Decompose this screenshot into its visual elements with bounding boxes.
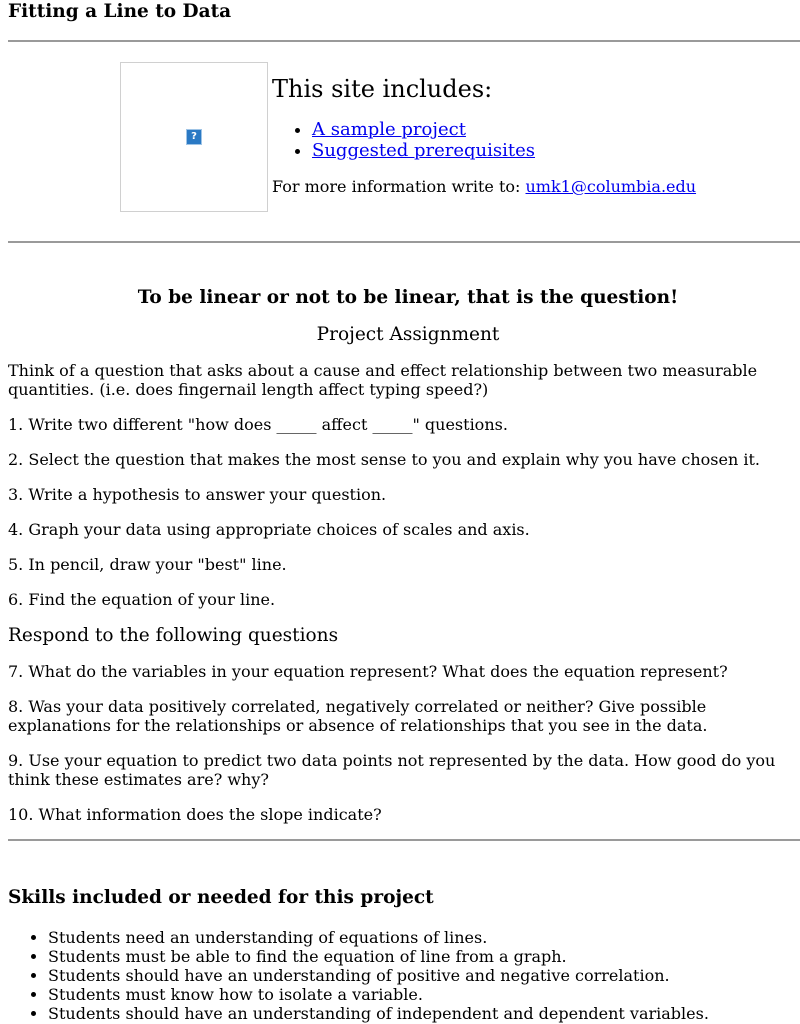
skills-list xyxy=(8,928,709,1023)
list-item: • Students must be able to find the equation of line from a graph. xyxy=(48,947,709,966)
step-item: 1. Write two different "how does _____ affect _____" questions. xyxy=(8,415,508,434)
question-item: 10. What information does the slope indicate? xyxy=(8,805,382,824)
broken-image-icon: ? xyxy=(186,129,202,145)
list-item xyxy=(312,119,535,140)
email-link[interactable]: umk1@columbia.edu xyxy=(525,177,697,196)
project-subtitle: Project Assignment xyxy=(316,324,500,345)
step-item: 4. Graph your data using appropriate choices of scales and axis. xyxy=(8,520,530,539)
question-item: 9. Use your equation to predict two data points not represented by the data. How good do you think these estimates are? why? xyxy=(8,751,776,789)
step-item: 3. Write a hypothesis to answer your question. xyxy=(8,485,387,504)
step-item: 5. In pencil, draw your "best" line. xyxy=(8,555,287,574)
contact-prefix: For more information write to: xyxy=(272,177,526,196)
question-item: 8. Was your data positively correlated, negatively correlated or neither? Give possible explanations for the relationships or absence of relationships that you see in the data. xyxy=(8,697,708,735)
skills-heading: Skills included or needed for this project xyxy=(8,887,434,908)
step-item: 2. Select the question that makes the most sense to you and explain why you have chosen it. xyxy=(8,450,760,469)
list-item: • Students need an understanding of equations of lines. xyxy=(48,928,709,947)
page-title: Fitting a Line to Data xyxy=(8,1,232,22)
list-item xyxy=(312,140,535,161)
divider xyxy=(8,839,800,841)
project-tagline: To be linear or not to be linear, that is the question! xyxy=(137,287,679,308)
sample-project-link[interactable]: A sample project xyxy=(312,119,466,140)
prerequisites-link[interactable]: Suggested prerequisites xyxy=(312,140,536,161)
list-item: • Students should have an understanding of positive and negative correlation. xyxy=(48,966,709,985)
respond-heading: Respond to the following questions xyxy=(8,625,339,646)
site-links-list xyxy=(272,119,535,161)
image-placeholder xyxy=(120,62,268,212)
site-includes-heading: This site includes: xyxy=(272,75,493,103)
intro-paragraph: Think of a question that asks about a cause and effect relationship between two measurable quantities. (i.e. does fingernail length affect typing speed?) xyxy=(8,361,758,399)
list-item: • Students should have an understanding of independent and dependent variables. xyxy=(48,1004,709,1023)
contact-line xyxy=(272,177,696,197)
step-item: 6. Find the equation of your line. xyxy=(8,590,276,609)
question-item: 7. What do the variables in your equation represent? What does the equation represent? xyxy=(8,662,728,681)
list-item: • Students must know how to isolate a variable. xyxy=(48,985,709,1004)
divider xyxy=(8,241,800,243)
divider xyxy=(8,40,800,42)
